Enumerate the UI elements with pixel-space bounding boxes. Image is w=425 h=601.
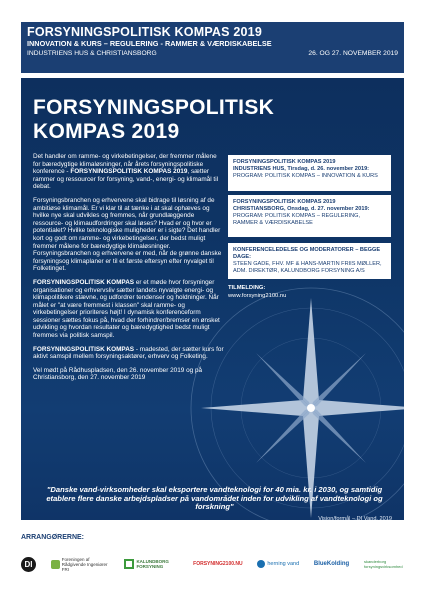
body-text [33,153,225,388]
logo-bluekolding: BlueKolding [313,560,350,567]
logo-skanderborg: skanderborg forsyningsvirksomhed [363,559,403,569]
quote-text: "Danske vand-virksomheder skal eksportere vandteknologi for 40 mia. kr. i 2030, og samtidig etablere flere danske arbejdspladser på vandområdet inden for udvikling af vandteknologi og forskning" [46,485,383,512]
header-venue-line [27,49,398,59]
header-venue: INDUSTRIENS HUS & CHRISTIANSBORG [27,50,157,57]
paragraph-2: Forsyningsbranchen og erhvervene skal bidrage til løsning af de ambitiøse klimamål. Er vi klar til at tænke i at skal ophæves og hvilke nye skal udvikles og fremmes, når grundlæggende ressource- og klimaudfordringer skal løses? Hvad er og hvor er potentialet? Hvilke teknologiske muligheder er i sigte? Det handler kort og godt om ramme- og virkebetingelser, der bedst muligt fremmer målene for bæredygtige klimaløsninger. Forsyningsbranchen og erhvervene er med, når de grønne danske forsyningsog klimaplaner er til et første eftersyn efter nyvalget til Folketinget. [33,196,222,273]
main-poster [21,78,404,520]
header-dates: 26. OG 27. NOVEMBER 2019 [308,50,398,57]
main-title-line2: KOMPAS 2019 [33,120,180,143]
logo-herning-vand: herning vand [257,560,299,568]
logo-fri: Foreningen af Rådgivende Ingeniører FRI [51,557,110,572]
paragraph-3: FORSYNINGSPOLITISK KOMPAS er et møde hvor forsyninger organisationer og erhvervsliv sætter landets nyvalgte energi- og klimapolitikere stævne, og udfordrer tendenser og holdninger. Når målet er "at være fremmest i klassen" skal ramme- og virkebetingelser prioriteres højt! I dynamisk konferenceform sessioner sættes fokus på, hvad der forhindrer/bremser en ønsket udvikling og hvordan resultater og bæredygtighed bedst muligt fremmes via politisk samspil. [33,278,220,340]
header-subtitle: INNOVATION & KURS – REGULERING - RAMMER & VÆRDISKABELSE [27,39,272,48]
organizers-label: ARRANGØRERNE: [21,534,84,541]
info-box-moderators: KONFERENCELEDELSE OG MODERATORER – BEGGE DAGE: STEEN GADE, FHV. MF & HANS-MARTIN FRIIS MØLLER, ADM. DIREKTØR, KALUNDBORG FORSYNING A/S [228,243,391,279]
quote-source: Vision/formål – DI Vand, 2019 [318,516,392,520]
header-banner [21,22,404,73]
info-box-day2: FORSYNINGSPOLITISK KOMPAS 2019 CHRISTIANSBORG, Onsdag, d. 27. november 2019: PROGRAM: POLITISK KOMPAS – REGULERING, RAMMER & VÆRDISKABELSE [228,195,391,237]
main-title-line1: FORSYNINGSPOLITISK [33,96,275,119]
info-box-day1: FORSYNINGSPOLITISK KOMPAS 2019 INDUSTRIENS HUS, Tirsdag, d. 26. november 2019: PROGRAM: POLITISK KOMPAS – INNOVATION & KURS [228,155,391,191]
paragraph-4: FORSYNINGSPOLITISK KOMPAS - madested, der sætter kurs for aktivt samspil mellem forsyningsaktører, erhverv og Folketing. [33,345,224,361]
paragraph-5: Vel mødt på Rådhuspladsen, den 26. november 2019 og på Christiansborg, den 27. november 2019 [33,366,203,382]
logo-forsyning2100: FORSYNING2100.NU [193,560,243,567]
main-title [33,96,274,144]
registration-link[interactable]: www.forsyning2100.nu [228,293,287,299]
header-title: FORSYNINGSPOLITISK KOMPAS 2019 [27,25,262,39]
fri-icon [51,560,60,569]
paragraph-1: Det handler om ramme- og virkebetingelser, der fremmer målene for bæredygtige klimaløsninger, når årets forsyningspolitiske konference - FORSYNINGSPOLITISK KOMPAS 2019, sætter rammer og ressourcer for forsyning, vand-, energi- og klimamål til debat. [33,153,219,191]
logo-di: DI [21,557,36,572]
organizer-logos [21,544,404,584]
kalundborg-icon [124,559,134,569]
registration: TILMELDING: www.forsyning2100.nu [228,285,287,299]
drop-icon [257,560,265,568]
logo-kalundborg: KALUNDBORG FORSYNING [124,559,178,569]
